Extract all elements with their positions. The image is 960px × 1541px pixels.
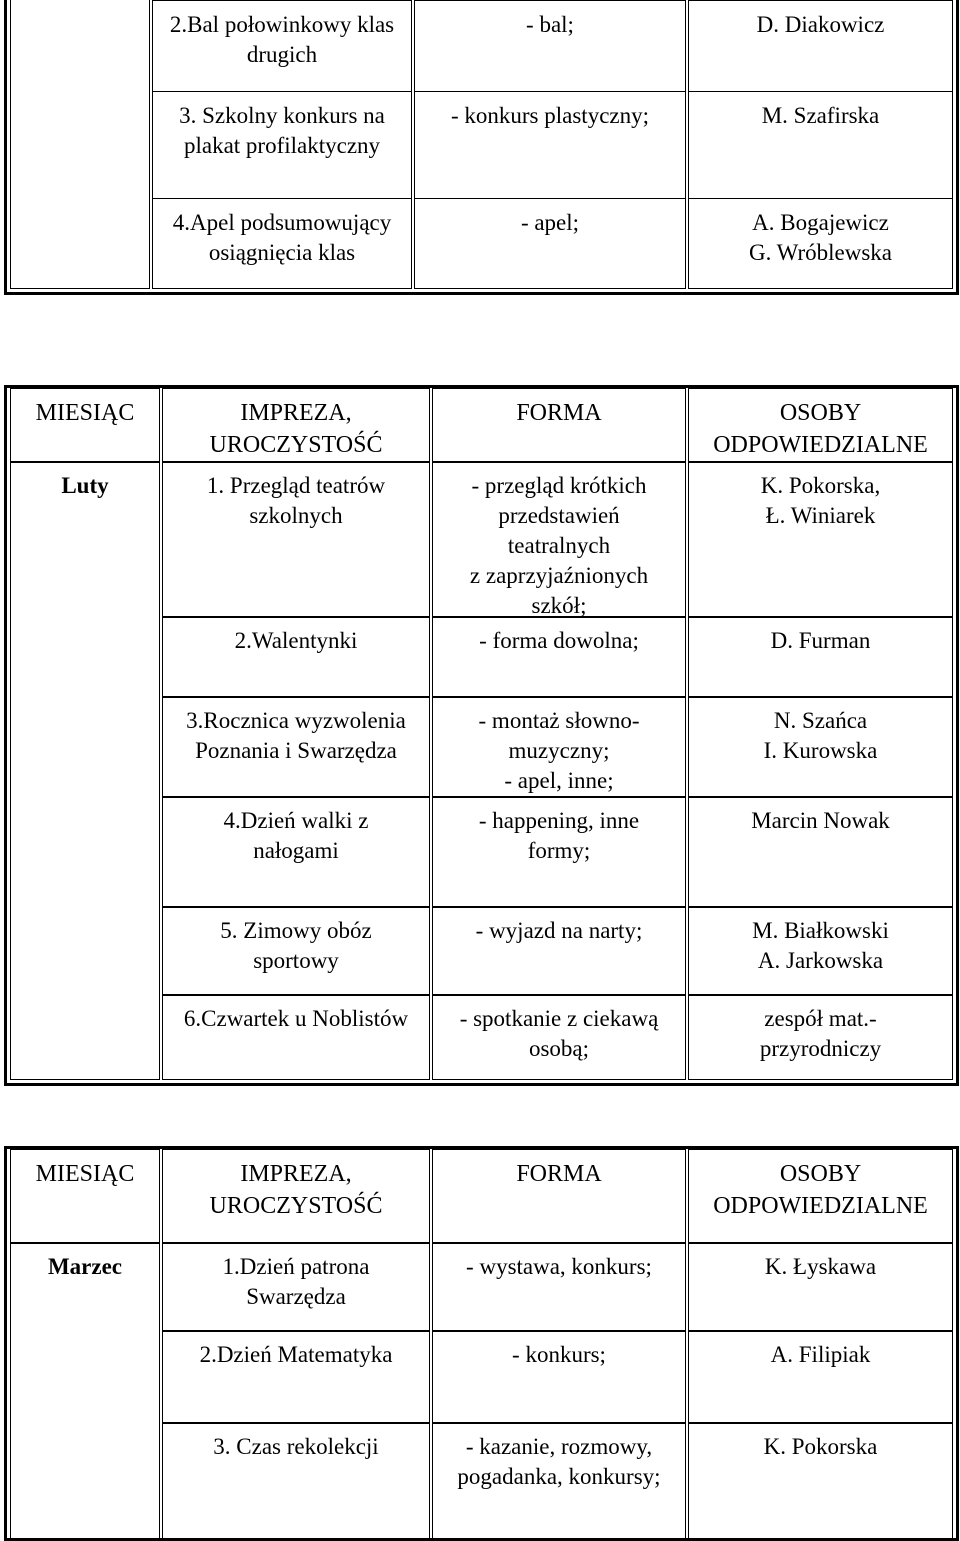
person-cell: Marcin Nowak <box>688 796 953 908</box>
person-cell: D. Furman <box>688 616 953 698</box>
table-1-event-cell: 2.Bal połowinkowy klas drugich <box>152 0 412 92</box>
person-cell: A. Filipiak <box>688 1330 953 1424</box>
form-cell: - montaż słowno- muzyczny; - apel, inne; <box>432 696 686 798</box>
table-1-person-cell: A. Bogajewicz G. Wróblewska <box>688 198 953 289</box>
table-1-form-cell: - apel; <box>414 198 686 289</box>
month-cell: Marzec <box>10 1242 160 1541</box>
person-cell: N. Szańca I. Kurowska <box>688 696 953 798</box>
table-1-form-cell: - konkurs plastyczny; <box>414 91 686 199</box>
header-month: MIESIĄC <box>10 388 160 463</box>
person-cell: K. Pokorska <box>688 1422 953 1541</box>
header-month: MIESIĄC <box>10 1149 160 1244</box>
person-cell: K. Pokorska, Ł. Winiarek <box>688 461 953 618</box>
event-cell: 3. Czas rekolekcji <box>162 1422 430 1541</box>
table-1-event-cell: 3. Szkolny konkurs na plakat profilaktyczny <box>152 91 412 199</box>
event-cell: 6.Czwartek u Noblistów <box>162 994 430 1080</box>
event-cell: 2.Dzień Matematyka <box>162 1330 430 1424</box>
table-1-empty-cell <box>10 0 150 289</box>
event-cell: 2.Walentynki <box>162 616 430 698</box>
table-1-person-cell: D. Diakowicz <box>688 0 953 92</box>
event-cell: 3.Rocznica wyzwolenia Poznania i Swarzędza <box>162 696 430 798</box>
form-cell: - kazanie, rozmowy, pogadanka, konkursy; <box>432 1422 686 1541</box>
table-1-form-cell: - bal; <box>414 0 686 92</box>
person-cell: K. Łyskawa <box>688 1242 953 1332</box>
person-cell: M. Białkowski A. Jarkowska <box>688 906 953 996</box>
header-event: IMPREZA, UROCZYSTOŚĆ <box>162 388 430 463</box>
header-form: FORMA <box>432 388 686 463</box>
header-person: OSOBY ODPOWIEDZIALNE <box>688 1149 953 1244</box>
event-cell: 5. Zimowy obóz sportowy <box>162 906 430 996</box>
form-cell: - przegląd krótkich przedstawień teatralnych z zaprzyjaźnionych szkół; <box>432 461 686 618</box>
header-person: OSOBY ODPOWIEDZIALNE <box>688 388 953 463</box>
header-form: FORMA <box>432 1149 686 1244</box>
month-cell: Luty <box>10 461 160 1080</box>
table-1-person-cell: M. Szafirska <box>688 91 953 199</box>
table-1-event-cell: 4.Apel podsumowujący osiągnięcia klas <box>152 198 412 289</box>
form-cell: - spotkanie z ciekawą osobą; <box>432 994 686 1080</box>
event-cell: 4.Dzień walki z nałogami <box>162 796 430 908</box>
form-cell: - wyjazd na narty; <box>432 906 686 996</box>
person-cell: zespół mat.- przyrodniczy <box>688 994 953 1080</box>
form-cell: - forma dowolna; <box>432 616 686 698</box>
form-cell: - happening, inne formy; <box>432 796 686 908</box>
header-event: IMPREZA, UROCZYSTOŚĆ <box>162 1149 430 1244</box>
event-cell: 1.Dzień patrona Swarzędza <box>162 1242 430 1332</box>
form-cell: - wystawa, konkurs; <box>432 1242 686 1332</box>
event-cell: 1. Przegląd teatrów szkolnych <box>162 461 430 618</box>
form-cell: - konkurs; <box>432 1330 686 1424</box>
